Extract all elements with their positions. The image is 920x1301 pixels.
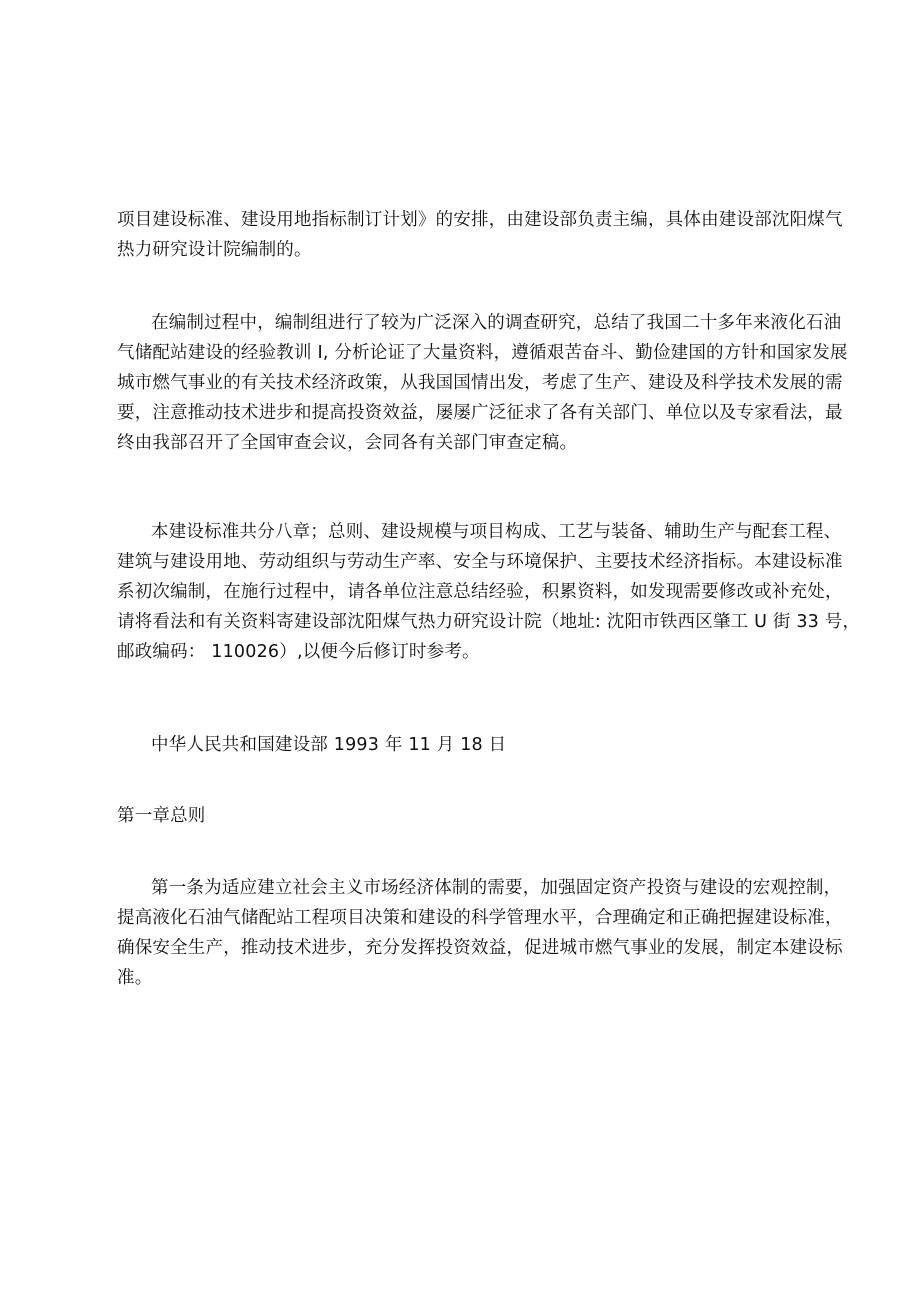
text-line: 确保安全生产，推动技术进步，充分发挥投资效益，促进城市燃气事业的发展，制定本建设标 [117, 938, 843, 958]
paragraph-compilation-process [117, 308, 848, 458]
text-line: 在编制过程中，编制组进行了较为广泛深入的调查研究，总结了我国二十多年来液化石油 [151, 313, 842, 333]
text-line: 准。 [117, 968, 153, 988]
text-line: 请将看法和有关资料寄建设部沈阳煤气热力研究设计院（地址: 沈阳市铁西区肇工 U 街 33 号， [117, 612, 861, 632]
text-line: 终由我部召开了全国审查会议，会同各有关部门审查定稿。 [117, 433, 578, 453]
text-line: 热力研究设计院编制的。 [117, 240, 312, 260]
signature-line [117, 730, 807, 760]
text-line: 本建设标准共分八章；总则、建设规模与项目构成、工艺与装备、辅助生产与配套工程、 [151, 522, 842, 542]
text-line: 项目建设标准、建设用地指标制订计划》的安排，由建设部负责主编，具体由建设部沈阳煤气 [117, 210, 843, 230]
text-line: 要，注意推动技术进步和提高投资效益，屡屡广泛征求了各有关部门、单位以及专家看法，最 [117, 403, 843, 423]
text-line: 提高液化石油气储配站工程项目决策和建设的科学管理水平，合理确定和正确把握建设标准， [117, 908, 843, 928]
text-line: 城市燃气事业的有关技术经济政策，从我国国情出发，考虑了生产、建设及科学技术发展的需 [117, 373, 843, 393]
chapter-heading [117, 801, 807, 831]
chapter-title: 第一章总则 [117, 806, 206, 826]
text-line: 邮政编码： 110026）,以便今后修订时参考。 [117, 642, 480, 662]
text-line: 气储配站建设的经验教训 I, 分析论证了大量资料，遵循艰苦奋斗、勤俭建国的方针和国家发展 [117, 343, 848, 363]
text-line: 第一条为适应建立社会主义市场经济体制的需要，加强固定资产投资与建设的宏观控制， [151, 878, 842, 898]
paragraph-standard-chapters [117, 517, 861, 667]
text-line: 系初次编制，在施行过程中，请各单位注意总结经验，积累资料，如发现需要修改或补充处， [117, 582, 843, 602]
signature-text: 中华人民共和国建设部 1993 年 11 月 18 日 [151, 735, 507, 755]
paragraph-plan-arrangement [117, 205, 843, 265]
text-line: 建筑与建设用地、劳动组织与劳动生产率、安全与环境保护、主要技术经济指标。本建设标准 [117, 552, 843, 572]
article-1 [117, 873, 843, 993]
